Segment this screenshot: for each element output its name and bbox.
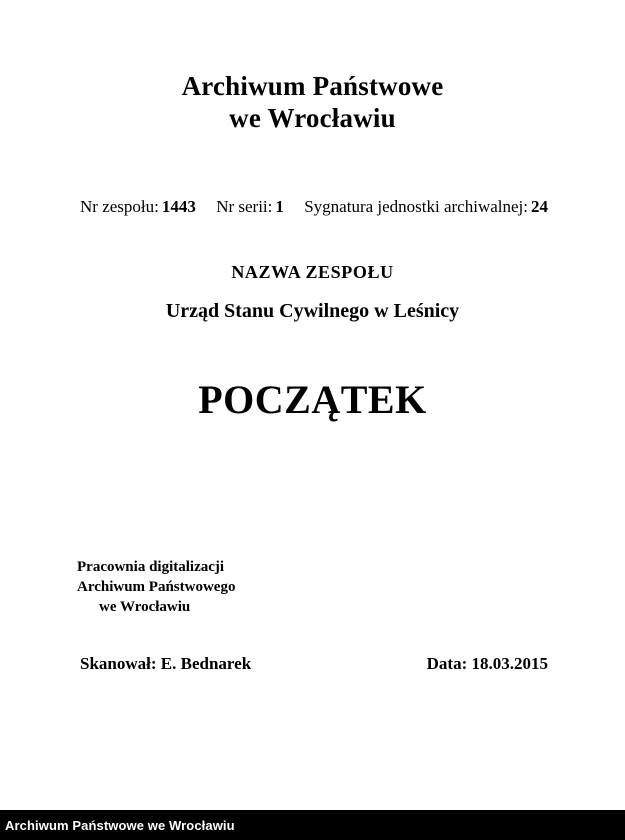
digitization-lab-block xyxy=(77,557,235,617)
archive-title-line-2: we Wrocławiu xyxy=(229,103,396,133)
signature-label: Sygnatura jednostki archiwalnej: xyxy=(304,197,528,216)
fond-number-value: 1443 xyxy=(161,197,196,216)
footer-institution-text: Archiwum Państwowe we Wrocławiu xyxy=(5,817,235,833)
scan-credit-line xyxy=(80,653,548,675)
lab-line-1: Pracownia digitalizacji xyxy=(77,559,225,575)
lab-line-2: Archiwum Państwowego xyxy=(77,579,236,595)
archive-title xyxy=(0,70,625,134)
archive-title-line-1: Archiwum Państwowe xyxy=(181,71,444,101)
lab-line-3: we Wrocławiu xyxy=(99,599,191,615)
scan-operator: Skanował: E. Bednarek xyxy=(80,654,252,673)
footer-bar xyxy=(0,810,625,840)
fond-number-group xyxy=(80,196,196,218)
scan-date: Data: 18.03.2015 xyxy=(426,654,548,673)
series-number-group xyxy=(216,196,284,218)
signature-value: 24 xyxy=(531,197,548,216)
fond-name-heading: NAZWA ZESPOŁU xyxy=(231,262,394,282)
separator-marker-word: POCZĄTEK xyxy=(198,377,427,422)
series-number-value: 1 xyxy=(275,197,284,216)
signature-group xyxy=(304,196,548,218)
reference-line xyxy=(80,196,548,218)
fond-name-value: Urząd Stanu Cywilnego w Leśnicy xyxy=(165,300,460,322)
fond-number-label: Nr zespołu: xyxy=(80,197,159,216)
series-number-label: Nr serii: xyxy=(216,197,273,216)
